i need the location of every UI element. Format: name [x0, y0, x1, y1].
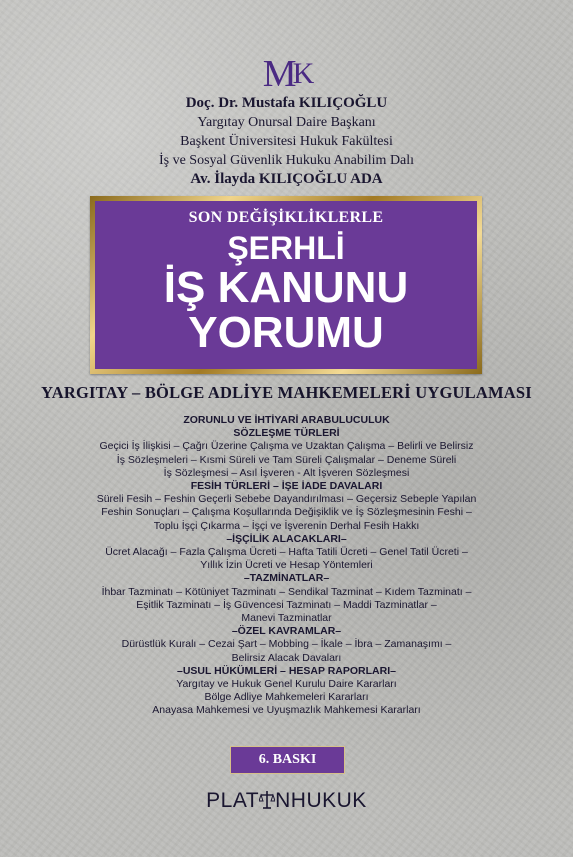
contents-heading: –TAZMİNATLAR–: [243, 572, 330, 585]
title-prefix: SON DEĞİŞİKLİKLERLE: [188, 209, 384, 226]
contents-line: Yargıtay ve Hukuk Genel Kurulu Daire Kararları: [176, 678, 397, 691]
contents-line: Yıllık İzin Ücreti ve Hesap Yöntemleri: [200, 559, 373, 572]
contents-line: Anayasa Mahkemesi ve Uyuşmazlık Mahkemesi Kararları: [152, 704, 421, 717]
contents-line: Feshin Sonuçları – Çalışma Koşullarında Değişiklik ve İş Sözleşmesinin Feshi –: [101, 506, 472, 519]
contents-line: Süreli Fesih – Feshin Geçerli Sebebe Dayandırılması – Geçersiz Sebeple Yapılan: [96, 493, 477, 506]
title-line-3: YORUMU: [188, 308, 384, 357]
contents-heading: –USUL HÜKÜMLERİ – HESAP RAPORLARI–: [177, 664, 396, 677]
contents-line: Belirsiz Alacak Davaları: [231, 651, 342, 664]
title-panel: [95, 201, 477, 369]
contents-list: [40, 414, 533, 718]
author-primary-name: Doç. Dr. Mustafa KILIÇOĞLU: [185, 95, 388, 111]
contents-line: Manevi Tazminatlar: [241, 612, 332, 625]
edition-badge: 6. BASKI: [230, 746, 345, 774]
mk-logo: [0, 52, 573, 96]
title-line-2: İŞ KANUNU: [163, 263, 409, 312]
contents-line: Toplu İşçi Çıkarma – İşçi ve İşverenin Derhal Fesih Hakkı: [153, 519, 420, 532]
author-title-2: Başkent Üniversitesi Hukuk Fakültesi: [180, 134, 393, 149]
contents-heading: –İŞÇİLİK ALACAKLARI–: [226, 532, 347, 545]
book-subtitle: YARGITAY – BÖLGE ADLİYE MAHKEMELERİ UYGULAMASI: [41, 383, 532, 402]
contents-heading: ZORUNLU VE İHTİYARİ ARABULUCULUK: [183, 414, 390, 426]
logo-letter-k: K: [292, 57, 311, 90]
contents-line: Geçici İş İlişkisi – Çağrı Üzerine Çalışma ve Uzaktan Çalışma – Belirli ve Belirsiz: [99, 440, 474, 453]
publisher-logo: [0, 787, 573, 813]
contents-line: Eşitlik Tazminatı – İş Güvencesi Tazminatı – Maddi Tazminatlar –: [136, 598, 437, 611]
contents-heading: FESİH TÜRLERİ – İŞE İADE DAVALARI: [190, 480, 383, 493]
contents-line: Dürüstlük Kuralı – Cezai Şart – Mobbing – İkale – İbra – Zamanaşımı –: [121, 638, 452, 651]
publisher-name-part-1: PLAT: [206, 789, 260, 812]
title-frame: [90, 196, 482, 374]
author-title-1: Yargıtay Onursal Daire Başkanı: [197, 115, 376, 130]
contents-heading: –ÖZEL KAVRAMLAR–: [231, 625, 342, 638]
scales-icon: [259, 790, 275, 810]
author-title-3: İş ve Sosyal Güvenlik Hukuku Anabilim Dalı: [158, 153, 415, 168]
author-secondary-name: Av. İlayda KILIÇOĞLU ADA: [190, 171, 383, 187]
title-line-1: ŞERHLİ: [227, 230, 345, 266]
contents-line: Ücret Alacağı – Fazla Çalışma Ücreti – Hafta Tatili Ücreti – Genel Tatil Ücreti –: [105, 546, 468, 559]
contents-line: Bölge Adliye Mahkemeleri Kararları: [204, 691, 369, 704]
contents-line: İş Sözleşmeleri – Kısmi Süreli ve Tam Süreli Çalışmalar – Deneme Süreli: [116, 453, 457, 466]
contents-line: İş Sözleşmesi – Asıl İşveren - Alt İşveren Sözleşmesi: [163, 466, 410, 479]
author-block: [0, 94, 573, 189]
logo-letter-m: M: [262, 53, 293, 95]
contents-heading: SÖZLEŞME TÜRLERİ: [233, 427, 340, 440]
contents-line: İhbar Tazminatı – Kötüniyet Tazminatı – Sendikal Tazminat – Kıdem Tazminatı –: [101, 585, 472, 598]
publisher-name-part-2: NHUKUK: [275, 789, 367, 812]
